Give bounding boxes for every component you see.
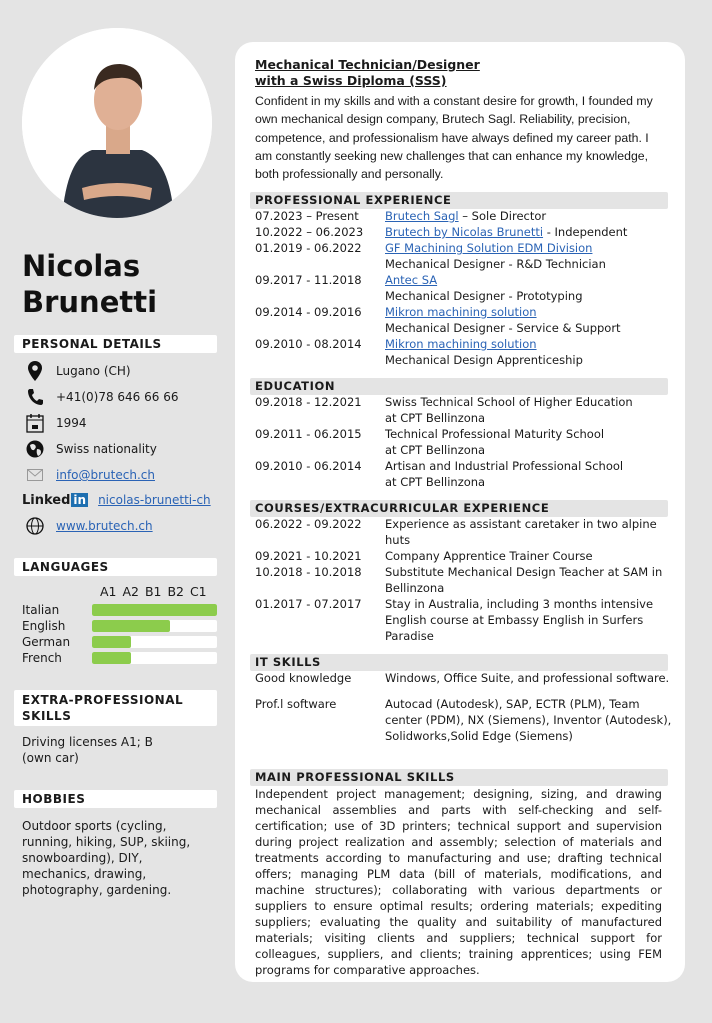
experience-company-line [385,240,675,256]
it-skills-heading: IT SKILLS [250,654,668,671]
education-details [385,426,675,458]
it-skill-label: Good knowledge [255,671,352,685]
language-level-fill [92,620,170,632]
hobbies-heading: HOBBIES [14,790,217,808]
course-dates: 06.2022 - 09.2022 [255,517,362,531]
company-link[interactable]: Antec SA [385,273,438,287]
course-row [255,516,665,548]
experience-details [385,272,675,304]
education-row [255,426,675,458]
linkedin-logo: Linked in [22,492,87,508]
education-location: at CPT Bellinzona [385,443,486,457]
language-row [22,618,217,634]
birth-year-item: 1994 [22,413,87,433]
experience-details [385,240,675,272]
education-details [385,458,675,490]
extra-skills-heading: EXTRA-PROFESSIONAL SKILLS [14,690,217,726]
experience-list [255,208,675,368]
experience-row [255,272,675,304]
language-name: German [22,635,71,649]
languages-heading: LANGUAGES [14,558,217,576]
envelope-icon [22,469,48,481]
experience-company-line [385,304,675,320]
language-name: English [22,619,66,633]
language-level-fill [92,636,131,648]
experience-details [385,336,675,368]
experience-dates: 07.2023 – Present [255,209,359,223]
language-levels: A1 A2 B1 B2 C1 [100,584,207,599]
it-skill-row [255,696,675,744]
experience-role: Mechanical Designer - R&D Technician [385,257,606,271]
course-dates: 09.2021 - 10.2021 [255,549,362,563]
experience-row [255,208,675,224]
course-row [255,548,665,564]
extra-skills-text: Driving licenses A1; B (own car) [22,735,153,765]
phone-item: +41(0)78 646 66 66 [22,387,178,407]
education-row [255,458,675,490]
experience-row [255,336,675,368]
intro-text: Confident in my skills and with a constant desire for growth, I founded my own mechanical design company, Brutech Sagl. Reliability, precision, competence, and professionalism have always defined my career path. I am constantly seeking new challenges that can enhance my knowledge, both professionally and personally. [255,94,653,182]
experience-dates: 09.2010 - 08.2014 [255,337,362,351]
linkedin-item [22,490,211,510]
language-level-bar [92,636,217,648]
experience-details [385,224,675,240]
education-details [385,394,675,426]
education-location: at CPT Bellinzona [385,411,486,425]
experience-row [255,224,675,240]
course-text: Stay in Australia, including 3 months intensive English course at Embassy English in Surfers Paradise [385,597,654,643]
language-name: Italian [22,603,60,617]
language-row [22,602,217,618]
calendar-icon [22,413,48,433]
globe-icon [22,440,48,458]
full-name: Nicolas Brunetti [22,249,158,319]
language-row [22,634,217,650]
experience-company-line [385,336,675,352]
education-school: Artisan and Industrial Professional School [385,459,624,473]
company-link[interactable]: Brutech by Nicolas Brunetti [385,225,544,239]
courses-list [255,516,665,644]
email-link[interactable]: info@brutech.ch [56,468,155,482]
language-level-bar [92,620,217,632]
language-name: French [22,651,62,665]
education-school: Swiss Technical School of Higher Education [385,395,633,409]
company-link[interactable]: Mikron machining solution [385,305,537,319]
location-item: Lugano (CH) [22,361,131,381]
experience-dates: 10.2022 – 06.2023 [255,225,364,239]
education-location: at CPT Bellinzona [385,475,486,489]
company-link[interactable]: Brutech Sagl [385,209,459,223]
experience-suffix: – Sole Director [458,209,547,223]
education-row [255,394,675,426]
course-text: Substitute Mechanical Design Teacher at SAM in Bellinzona [385,565,663,595]
nationality-item: Swiss nationality [22,439,157,459]
company-link[interactable]: Mikron machining solution [385,337,537,351]
language-level-fill [92,604,217,616]
course-dates: 10.2018 - 10.2018 [255,565,362,579]
experience-row [255,304,675,336]
main-skills-heading: MAIN PROFESSIONAL SKILLS [250,769,668,786]
course-text: Company Apprentice Trainer Course [385,549,593,563]
phone-icon [22,388,48,406]
experience-heading: PROFESSIONAL EXPERIENCE [250,192,668,209]
experience-company-line [385,208,675,224]
experience-dates: 01.2019 - 06.2022 [255,241,362,255]
education-school: Technical Professional Maturity School [385,427,605,441]
experience-details [385,304,675,336]
email-item [22,465,155,485]
language-level-bar [92,604,217,616]
experience-company-line [385,224,675,240]
course-row [255,564,665,596]
experience-dates: 09.2014 - 09.2016 [255,305,362,319]
course-row [255,596,665,644]
web-globe-icon [22,517,48,535]
language-level-fill [92,652,131,664]
experience-company-line [385,272,675,288]
language-row [22,650,217,666]
linkedin-link[interactable]: nicolas-brunetti-ch [98,493,211,507]
company-link[interactable]: GF Machining Solution EDM Division [385,241,593,255]
it-skill-label: Prof.l software [255,697,337,711]
experience-suffix: - Independent [543,225,628,239]
main-skills-text: Independent project management; designing, sizing, and drawing mechanical assemblies and parts with self-checking and self-certification; use of 3D printers; technical support and supervision during project realization and assembly; selection of materials and treatments according to manufacturing and use; drafting technical offers; managing PLM data (bill of materials, modifications, and machine structures); collaborating with various departments or suppliers to ensure optimal results; ordering materials; expediting suppliers; evaluating the quality and suitability of manufactured materials; visiting clients and suppliers; technical support for colleagues, suppliers, and clients; training apprentices; using FEM programs for comparative approaches. [255,787,662,977]
hobbies-text: Outdoor sports (cycling, running, hiking, SUP, skiing, snowboarding), DIY, mechanics, drawing, photography, gardening. [22,819,191,897]
experience-row [255,240,675,272]
it-skills-list [255,670,675,754]
website-link[interactable]: www.brutech.ch [56,519,153,533]
courses-heading: COURSES/EXTRACURRICULAR EXPERIENCE [250,500,668,517]
it-skill-text: Windows, Office Suite, and professional software. [385,671,670,685]
experience-role: Mechanical Designer - Prototyping [385,289,583,303]
education-list [255,394,675,490]
education-dates: 09.2018 - 12.2021 [255,395,362,409]
personal-details-heading: PERSONAL DETAILS [14,335,217,353]
job-title: Mechanical Technician/Designer with a Swiss Diploma (SSS) [255,57,480,88]
website-item [22,516,153,536]
course-dates: 01.2017 - 07.2017 [255,597,362,611]
it-skill-row [255,670,675,686]
profile-photo [22,28,212,218]
course-text: Experience as assistant caretaker in two alpine huts [385,517,657,547]
map-pin-icon [22,361,48,381]
experience-role: Mechanical Designer - Service & Support [385,321,621,335]
language-level-bar [92,652,217,664]
it-skill-text: Autocad (Autodesk), SAP, ECTR (PLM), Team center (PDM), NX (Siemens), Inventor (Autodesk), Solidworks,Solid Edge (Siemens) [385,697,672,743]
education-heading: EDUCATION [250,378,668,395]
experience-dates: 09.2017 - 11.2018 [255,273,362,287]
education-dates: 09.2010 - 06.2014 [255,459,362,473]
experience-role: Mechanical Design Apprenticeship [385,353,583,367]
education-dates: 09.2011 - 06.2015 [255,427,362,441]
experience-details [385,208,675,224]
